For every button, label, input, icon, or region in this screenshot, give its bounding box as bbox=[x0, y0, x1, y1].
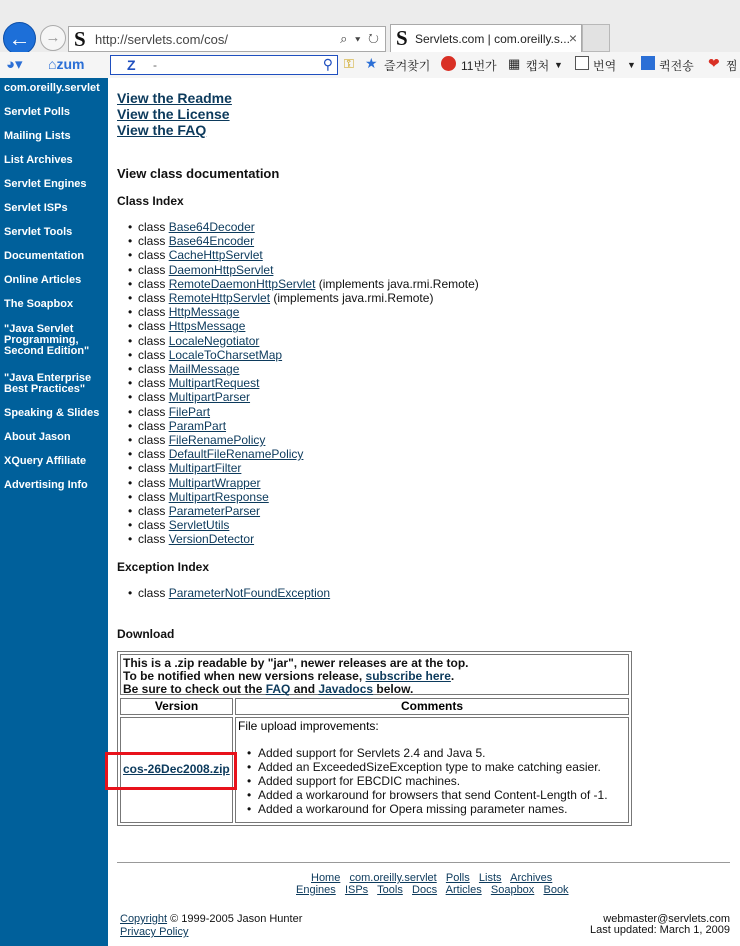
class-prefix: class bbox=[138, 518, 166, 533]
line3-post: below. bbox=[373, 682, 414, 696]
sidebar-item-advertising[interactable]: Advertising Info bbox=[4, 479, 88, 491]
sidebar-item-mailing-lists[interactable]: Mailing Lists bbox=[4, 130, 71, 142]
translate-dropdown-icon[interactable]: ▼ bbox=[627, 60, 636, 70]
privacy-link[interactable]: Privacy Policy bbox=[120, 926, 189, 938]
class-prefix: class bbox=[138, 489, 166, 504]
class-item bbox=[138, 376, 259, 390]
download-info-line3 bbox=[123, 683, 628, 696]
class-link[interactable]: HttpsMessage bbox=[168, 319, 246, 334]
star-icon[interactable]: ★ bbox=[365, 55, 378, 71]
readme-link[interactable]: View the Readme bbox=[117, 90, 232, 106]
class-prefix: class bbox=[138, 586, 166, 600]
close-tab-icon[interactable]: × bbox=[568, 30, 577, 46]
search-refresh-icon[interactable]: ⌕ ▾ ↻ bbox=[340, 31, 381, 46]
faq-doc-link[interactable]: FAQ bbox=[265, 682, 291, 696]
sidebar-item-list-archives[interactable]: List Archives bbox=[4, 154, 73, 166]
subscribe-link[interactable]: subscribe here bbox=[365, 669, 451, 683]
translate-button[interactable]: 번역 bbox=[593, 59, 617, 73]
class-link[interactable]: FilePart bbox=[168, 404, 211, 419]
class-prefix: class bbox=[138, 234, 166, 249]
sidebar-item-jsp-book[interactable]: "Java Servlet Programming, Second Edition" bbox=[4, 323, 90, 357]
zum-input-logo: Z bbox=[127, 57, 136, 73]
class-link[interactable]: Base64Decoder bbox=[168, 220, 255, 234]
tab-title: Servlets.com | com.oreilly.s... bbox=[415, 32, 570, 46]
class-link[interactable]: MultipartParser bbox=[168, 390, 251, 405]
zum-search-input[interactable] bbox=[110, 55, 338, 75]
class-prefix: class bbox=[138, 333, 166, 348]
search-icon[interactable]: ⚲ bbox=[322, 56, 333, 72]
footer-link-docs[interactable]: Docs bbox=[412, 884, 438, 896]
sidebar-item-engines[interactable]: Servlet Engines bbox=[4, 178, 87, 190]
class-item bbox=[138, 405, 210, 419]
class-item bbox=[138, 263, 273, 277]
sidebar-item-tools[interactable]: Servlet Tools bbox=[4, 226, 73, 238]
address-bar[interactable] bbox=[68, 26, 386, 52]
class-prefix: class bbox=[138, 319, 166, 334]
class-prefix: class bbox=[138, 404, 166, 419]
class-item bbox=[138, 390, 250, 404]
class-item bbox=[138, 334, 259, 348]
download-table bbox=[117, 651, 632, 826]
class-prefix: class bbox=[138, 276, 166, 291]
class-prefix: class bbox=[138, 347, 166, 362]
back-arrow-icon: ← bbox=[8, 26, 31, 51]
ie-icon[interactable]: ◕▾ bbox=[6, 56, 23, 73]
back-button[interactable] bbox=[3, 22, 36, 55]
exception-link[interactable]: ParameterNotFoundException bbox=[168, 586, 331, 600]
new-tab-button[interactable] bbox=[582, 24, 610, 52]
exception-item bbox=[138, 586, 330, 600]
download-heading: Download bbox=[117, 627, 175, 641]
class-prefix: class bbox=[138, 305, 166, 320]
class-prefix: class bbox=[138, 447, 166, 462]
line2-post: . bbox=[450, 669, 455, 683]
last-updated: Last updated: March 1, 2009 bbox=[589, 924, 730, 936]
eleven-st-button[interactable]: 11번가 bbox=[461, 59, 497, 73]
class-prefix: class bbox=[138, 532, 166, 547]
class-link[interactable]: RemoteDaemonHttpServlet bbox=[168, 276, 316, 291]
class-link[interactable]: RemoteHttpServlet bbox=[168, 291, 271, 305]
class-item bbox=[138, 518, 229, 532]
class-link[interactable]: Base64Encoder bbox=[168, 234, 255, 249]
class-prefix: class bbox=[138, 248, 166, 263]
sidebar-item-soapbox[interactable]: The Soapbox bbox=[4, 298, 74, 310]
sidebar-item-polls[interactable]: Servlet Polls bbox=[4, 106, 71, 118]
footer-link-articles[interactable]: Articles bbox=[445, 884, 482, 896]
class-link[interactable]: LocaleNegotiator bbox=[168, 333, 260, 348]
footer-divider bbox=[117, 862, 730, 863]
footer-link-home[interactable]: Home bbox=[311, 872, 341, 884]
exception-index-heading: Exception Index bbox=[117, 560, 210, 574]
tab-servlets[interactable] bbox=[390, 24, 582, 52]
class-link[interactable]: MailMessage bbox=[168, 362, 240, 376]
zum-input-dash: - bbox=[153, 58, 157, 72]
faq-link[interactable]: View the FAQ bbox=[117, 122, 207, 138]
class-link[interactable]: ParamPart bbox=[168, 418, 227, 433]
class-item bbox=[138, 532, 254, 546]
class-item bbox=[138, 319, 245, 333]
class-item bbox=[138, 305, 239, 319]
forward-button[interactable] bbox=[40, 25, 66, 51]
license-link[interactable]: View the License bbox=[117, 106, 230, 122]
class-link[interactable]: FileRenamePolicy bbox=[168, 433, 266, 447]
eleven-st-icon bbox=[441, 56, 456, 71]
release-title: File upload improvements: bbox=[238, 719, 379, 733]
key-icon[interactable]: ⚿ bbox=[344, 56, 354, 71]
class-item bbox=[138, 419, 226, 433]
class-prefix: class bbox=[138, 262, 166, 277]
sidebar-item-articles[interactable]: Online Articles bbox=[4, 274, 82, 286]
class-prefix: class bbox=[138, 461, 166, 476]
class-prefix: class bbox=[138, 220, 166, 234]
class-item bbox=[138, 447, 303, 461]
capture-icon: ▦ bbox=[508, 56, 521, 71]
footer-link-isps[interactable]: ISPs bbox=[344, 884, 369, 896]
zum-logo[interactable]: ⌂zum bbox=[48, 56, 85, 72]
sidebar bbox=[0, 78, 108, 946]
footer-link-tools[interactable]: Tools bbox=[377, 884, 403, 896]
line3-and: and bbox=[290, 682, 319, 696]
class-item bbox=[138, 277, 479, 291]
class-item bbox=[138, 504, 260, 518]
release-note: • Added support for EBCDIC machines. bbox=[258, 774, 460, 788]
line3-pre: Be sure to check out the bbox=[123, 682, 266, 696]
release-note: • Added a workaround for Opera missing parameter names. bbox=[258, 802, 568, 816]
class-prefix: class bbox=[138, 418, 166, 433]
sidebar-item-xquery[interactable]: XQuery Affiliate bbox=[4, 455, 87, 467]
cos-zip-download-link[interactable]: cos-26Dec2008.zip bbox=[123, 762, 230, 776]
class-prefix: class bbox=[138, 291, 166, 305]
line2-pre: To be notified when new versions release, bbox=[123, 669, 366, 683]
class-implements: (implements java.rmi.Remote) bbox=[270, 291, 434, 305]
sidebar-item-isps[interactable]: Servlet ISPs bbox=[4, 202, 68, 214]
class-prefix: class bbox=[138, 504, 166, 518]
footer-link-engines[interactable]: Engines bbox=[296, 884, 336, 896]
footer-link-book[interactable]: Book bbox=[543, 884, 569, 896]
release-note: • Added support for Servlets 2.4 and Java 5. bbox=[258, 746, 485, 760]
privacy-row bbox=[120, 926, 188, 938]
version-header: Version bbox=[120, 698, 233, 715]
class-link[interactable]: DaemonHttpServlet bbox=[168, 262, 274, 277]
highlight-box bbox=[105, 752, 237, 790]
release-note: • Added an ExceededSizeException type to make catching easier. bbox=[258, 760, 601, 774]
class-item bbox=[138, 490, 269, 504]
sidebar-item-jebp-book[interactable]: "Java Enterprise Best Practices" bbox=[4, 372, 92, 395]
footer-link-soapbox[interactable]: Soapbox bbox=[490, 884, 535, 896]
class-item bbox=[138, 476, 261, 490]
footer-nav-row2 bbox=[296, 884, 569, 896]
class-link[interactable]: MultipartFilter bbox=[168, 461, 242, 476]
class-link[interactable]: MultipartResponse bbox=[168, 489, 269, 504]
download-info-cell bbox=[120, 654, 629, 695]
class-link[interactable]: VersionDetector bbox=[168, 532, 255, 547]
class-item bbox=[138, 291, 433, 305]
class-item bbox=[138, 248, 263, 262]
class-link[interactable]: LocaleToCharsetMap bbox=[168, 347, 283, 362]
capture-button[interactable]: 캡처 bbox=[526, 59, 550, 73]
class-link[interactable]: ParameterParser bbox=[168, 504, 261, 518]
class-prefix: class bbox=[138, 362, 166, 376]
copyright-link[interactable]: Copyright bbox=[120, 913, 168, 925]
class-implements: (implements java.rmi.Remote) bbox=[315, 276, 479, 291]
comments-header: Comments bbox=[235, 698, 629, 715]
class-item bbox=[138, 461, 241, 475]
translate-icon bbox=[575, 56, 589, 70]
class-item bbox=[138, 220, 255, 234]
class-doc-heading: View class documentation bbox=[117, 166, 280, 181]
class-prefix: class bbox=[138, 390, 166, 405]
copyright bbox=[120, 913, 302, 925]
release-note: • Added a workaround for browsers that send Content-Length of -1. bbox=[258, 788, 608, 802]
browser-chrome bbox=[0, 0, 740, 78]
class-item bbox=[138, 234, 254, 248]
address-url[interactable]: http://servlets.com/cos/ bbox=[95, 32, 228, 47]
download-info-line1: This is a .zip readable by "jar", newer releases are at the top. bbox=[123, 656, 469, 670]
class-item bbox=[138, 433, 265, 447]
class-link[interactable]: DefaultFileRenamePolicy bbox=[168, 447, 304, 462]
favorites-button[interactable]: 즐겨찾기 bbox=[384, 59, 431, 73]
copyright-text: © 1999-2005 Jason Hunter bbox=[167, 913, 303, 925]
class-link[interactable]: MultipartRequest bbox=[168, 376, 260, 391]
class-link[interactable]: MultipartWrapper bbox=[168, 475, 261, 490]
sidebar-item-documentation[interactable]: Documentation bbox=[4, 250, 85, 262]
class-prefix: class bbox=[138, 433, 166, 447]
tab-favicon-icon: S bbox=[396, 26, 408, 50]
footer-link-archives[interactable]: Archives bbox=[510, 872, 553, 884]
class-item bbox=[138, 362, 239, 376]
wishlist-button[interactable]: 찜 bbox=[726, 59, 738, 73]
sidebar-item-cos[interactable]: com.oreilly.servlet bbox=[4, 82, 100, 94]
comments-cell bbox=[235, 717, 629, 823]
class-link[interactable]: HttpMessage bbox=[168, 305, 240, 320]
class-index-heading: Class Index bbox=[117, 194, 184, 208]
heart-icon: ❤ bbox=[708, 55, 720, 71]
footer-link-lists[interactable]: Lists bbox=[478, 872, 502, 884]
class-link[interactable]: ServletUtils bbox=[168, 518, 230, 533]
class-prefix: class bbox=[138, 475, 166, 490]
quick-send-button[interactable]: 퀵전송 bbox=[659, 59, 694, 73]
sidebar-item-about[interactable]: About Jason bbox=[4, 431, 71, 443]
class-link[interactable]: CacheHttpServlet bbox=[168, 248, 263, 263]
footer-link-polls[interactable]: Polls bbox=[445, 872, 470, 884]
forward-arrow-icon: → bbox=[45, 29, 61, 46]
zum-label: zum bbox=[56, 56, 85, 72]
footer-nav-row1 bbox=[311, 872, 552, 884]
webmaster-email: webmaster@servlets.com bbox=[603, 913, 730, 925]
footer-link-cos[interactable]: com.oreilly.servlet bbox=[349, 872, 437, 884]
class-item bbox=[138, 348, 282, 362]
capture-dropdown-icon[interactable]: ▼ bbox=[554, 60, 563, 70]
quick-send-icon bbox=[641, 56, 655, 70]
sidebar-item-speaking[interactable]: Speaking & Slides bbox=[4, 407, 100, 419]
class-prefix: class bbox=[138, 376, 166, 391]
javadocs-link[interactable]: Javadocs bbox=[318, 682, 374, 696]
site-favicon-icon: S bbox=[74, 27, 86, 51]
